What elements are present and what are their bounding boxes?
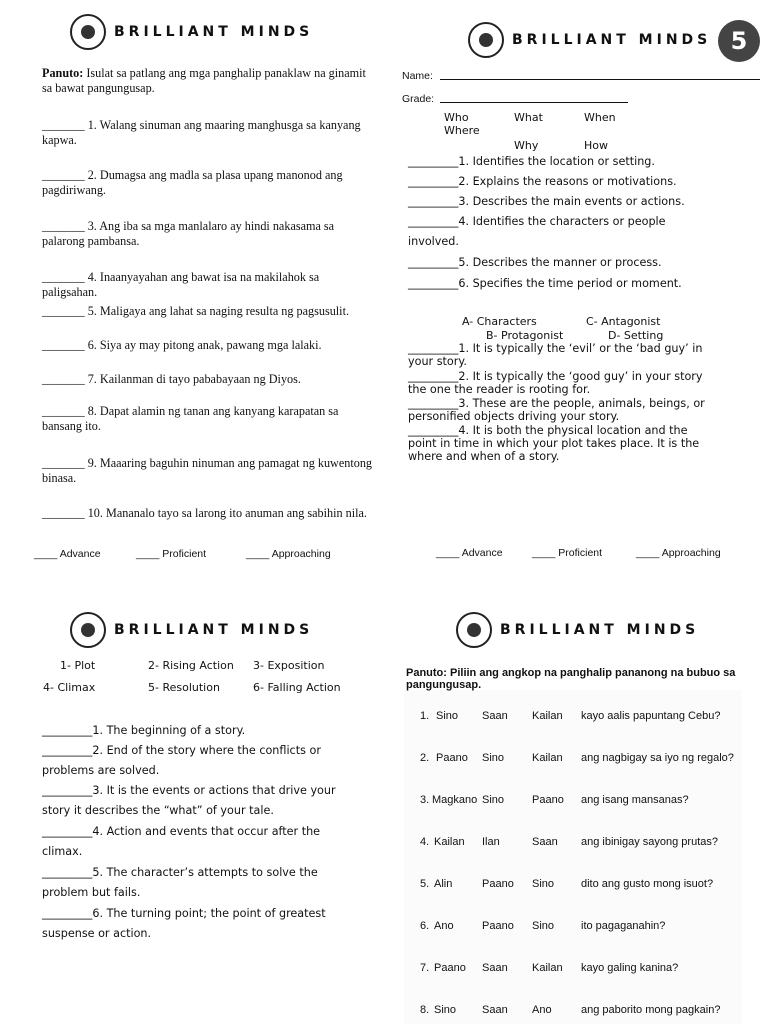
wh-when: When	[584, 111, 616, 124]
q1-item: _______ 2. Dumagsa ang madla sa plasa upang manonod ang pagdiriwang.	[42, 168, 343, 197]
brand-logo	[70, 612, 313, 648]
q3-item: _________3. It is the events or actions that drive your story it describes the “what” of your tale.	[42, 784, 336, 817]
rubric-advance: ____ Advance	[436, 547, 503, 559]
option-a: Sino	[434, 1004, 457, 1016]
option-c: Kailan	[532, 962, 563, 974]
name-line[interactable]	[440, 79, 760, 80]
q2-item2: _________2. It is typically the ‘good guy’ in your story the one the reader is rooting for.	[408, 370, 703, 396]
sentence: kayo galing kanina?	[581, 962, 679, 974]
q1-item: _______ 5. Maligaya ang lahat sa naging resulta ng pagsusulit.	[42, 304, 349, 318]
option-a: Kailan	[434, 836, 465, 848]
q1-item: _______ 3. Ang iba sa mga manlalaro ay hindi nakasama sa palarong pambansa.	[42, 219, 335, 248]
q2-item: _________2. Explains the reasons or motivations.	[408, 175, 677, 188]
brand-name: BRILLIANT MINDS	[500, 622, 700, 638]
brand-logo	[456, 612, 699, 648]
sentence: ang ibinigay sayong prutas?	[581, 836, 718, 848]
rubric-advance: ____ Advance	[34, 548, 101, 560]
q2-item: _________3. Describes the main events or actions.	[408, 195, 685, 208]
instruction-label: Panuto:	[42, 66, 84, 80]
brand-name: BRILLIANT MINDS	[114, 24, 314, 40]
choice-5: 5- Resolution	[148, 681, 220, 694]
option-a: Alin	[434, 878, 453, 890]
q2-item2: _________1. It is typically the ‘evil’ or the ‘bad guy’ in your story.	[408, 342, 703, 368]
q1-item: _______ 8. Dapat alamin ng tanan ang kanyang karapatan sa bansang ito.	[42, 404, 339, 433]
brand-logo	[70, 14, 313, 50]
option-b: Ilan	[482, 836, 500, 848]
row-number: 3.	[420, 794, 430, 806]
choice-6: 6- Falling Action	[253, 681, 341, 694]
choice-2: 2- Rising Action	[148, 659, 234, 672]
q2-item2: _________3. These are the people, animals, beings, or personified objects driving your story.	[408, 397, 705, 423]
q3-item: _________6. The turning point; the point of greatest suspense or action.	[42, 907, 326, 940]
option-b: Saan	[482, 1004, 508, 1016]
option-b: Saan	[482, 710, 508, 722]
q4-instruction: Panuto: Piliin ang angkop na panghalip pananong na bubuo sa pangungusap.	[406, 667, 736, 691]
option-a: Magkano	[432, 794, 478, 806]
option-b: Sino	[482, 794, 505, 806]
q2-item: _________6. Specifies the time period or moment.	[408, 277, 682, 290]
option-c: Sino	[532, 920, 555, 932]
grade-label: Grade:	[402, 93, 435, 105]
option-c: Kailan	[532, 710, 563, 722]
sentence: ang isang mansanas?	[581, 794, 689, 806]
wh-how: How	[584, 139, 608, 152]
sentence: kayo aalis papuntang Cebu?	[581, 710, 721, 722]
option-c: Saan	[532, 836, 558, 848]
option-a: Sino	[436, 710, 459, 722]
sentence: ang nagbigay sa iyo ng regalo?	[581, 752, 734, 764]
option-b: Paano	[482, 920, 514, 932]
q1-item: _______ 9. Maaaring baguhin ninuman ang pamagat ng kuwentong binasa.	[42, 456, 373, 485]
choice-a: A- Characters	[462, 315, 537, 328]
grade-line[interactable]	[440, 102, 628, 103]
brand-seal-icon	[70, 14, 106, 50]
instruction-text: Isulat sa patlang ang mga panghalip panaklaw na ginamit sa bawat pangungusap.	[42, 66, 366, 95]
option-b: Saan	[482, 962, 508, 974]
name-label: Name:	[402, 70, 433, 82]
option-c: Kailan	[532, 752, 563, 764]
q3-item: _________1. The beginning of a story.	[42, 724, 246, 737]
brand-seal-icon	[468, 22, 504, 58]
option-c: Sino	[532, 878, 555, 890]
q1-item: _______ 10. Mananalo tayo sa larong ito anuman ang sabihin nila.	[42, 506, 367, 520]
choice-b: B- Protagonist	[486, 329, 564, 342]
wh-who: Who	[444, 111, 469, 124]
q1-item: _______ 7. Kailanman di tayo pababayaan ng Diyos.	[42, 372, 301, 386]
sentence: ang paborito mong pagkain?	[581, 1004, 721, 1016]
option-b: Sino	[482, 752, 505, 764]
option-a: Paano	[434, 962, 466, 974]
brand-seal-icon	[456, 612, 492, 648]
brand-name: BRILLIANT MINDS	[512, 32, 712, 48]
wh-why: Why	[514, 139, 539, 152]
row-number: 1.	[420, 710, 430, 722]
q3-item: _________5. The character’s attempts to solve the problem but fails.	[42, 866, 318, 899]
option-a: Paano	[436, 752, 468, 764]
q1-instruction	[42, 66, 372, 96]
q1-item: _______ 4. Inaanyayahan ang bawat isa na makilahok sa paligsahan.	[42, 270, 320, 299]
sentence: dito ang gusto mong isuot?	[581, 878, 714, 890]
row-number: 7.	[420, 962, 430, 974]
q2-item2: _________4. It is both the physical location and the point in time in which your plot takes place. It is the where and when of a story.	[408, 424, 700, 463]
q2-item: _________1. Identifies the location or setting.	[408, 155, 655, 168]
page-number-badge: 5	[718, 20, 760, 62]
brand-name: BRILLIANT MINDS	[114, 622, 314, 638]
choice-c: C- Antagonist	[586, 315, 661, 328]
q3-item: _________2. End of the story where the conflicts or problems are solved.	[42, 744, 321, 777]
row-number: 6.	[420, 920, 430, 932]
q1-item: _______ 1. Walang sinuman ang maaring manghusga sa kanyang kapwa.	[42, 118, 361, 147]
q1-item: _______ 6. Siya ay may pitong anak, pawang mga lalaki.	[42, 338, 322, 352]
choice-1: 1- Plot	[60, 659, 96, 672]
option-c: Paano	[532, 794, 564, 806]
choice-d: D- Setting	[608, 329, 664, 342]
choice-4: 4- Climax	[43, 681, 96, 694]
option-c: Ano	[532, 1004, 552, 1016]
rubric-proficient: ____ Proficient	[136, 548, 207, 560]
option-b: Paano	[482, 878, 514, 890]
wh-where: Where	[444, 124, 480, 137]
row-number: 5.	[420, 878, 430, 890]
brand-seal-icon	[70, 612, 106, 648]
q2-item: _________5. Describes the manner or process.	[408, 256, 662, 269]
rubric-approaching: ____ Approaching	[246, 548, 331, 560]
row-number: 4.	[420, 836, 430, 848]
row-number: 2.	[420, 752, 430, 764]
q2-item: _________4. Identifies the characters or people involved.	[408, 215, 666, 248]
row-number: 8.	[420, 1004, 430, 1016]
option-a: Ano	[434, 920, 454, 932]
rubric-proficient: ____ Proficient	[532, 547, 603, 559]
sentence: ito pagaganahin?	[581, 920, 666, 932]
q3-item: _________4. Action and events that occur after the climax.	[42, 825, 321, 858]
rubric-approaching: ____ Approaching	[636, 547, 721, 559]
choice-3: 3- Exposition	[253, 659, 325, 672]
brand-logo	[468, 22, 711, 58]
wh-what: What	[514, 111, 543, 124]
